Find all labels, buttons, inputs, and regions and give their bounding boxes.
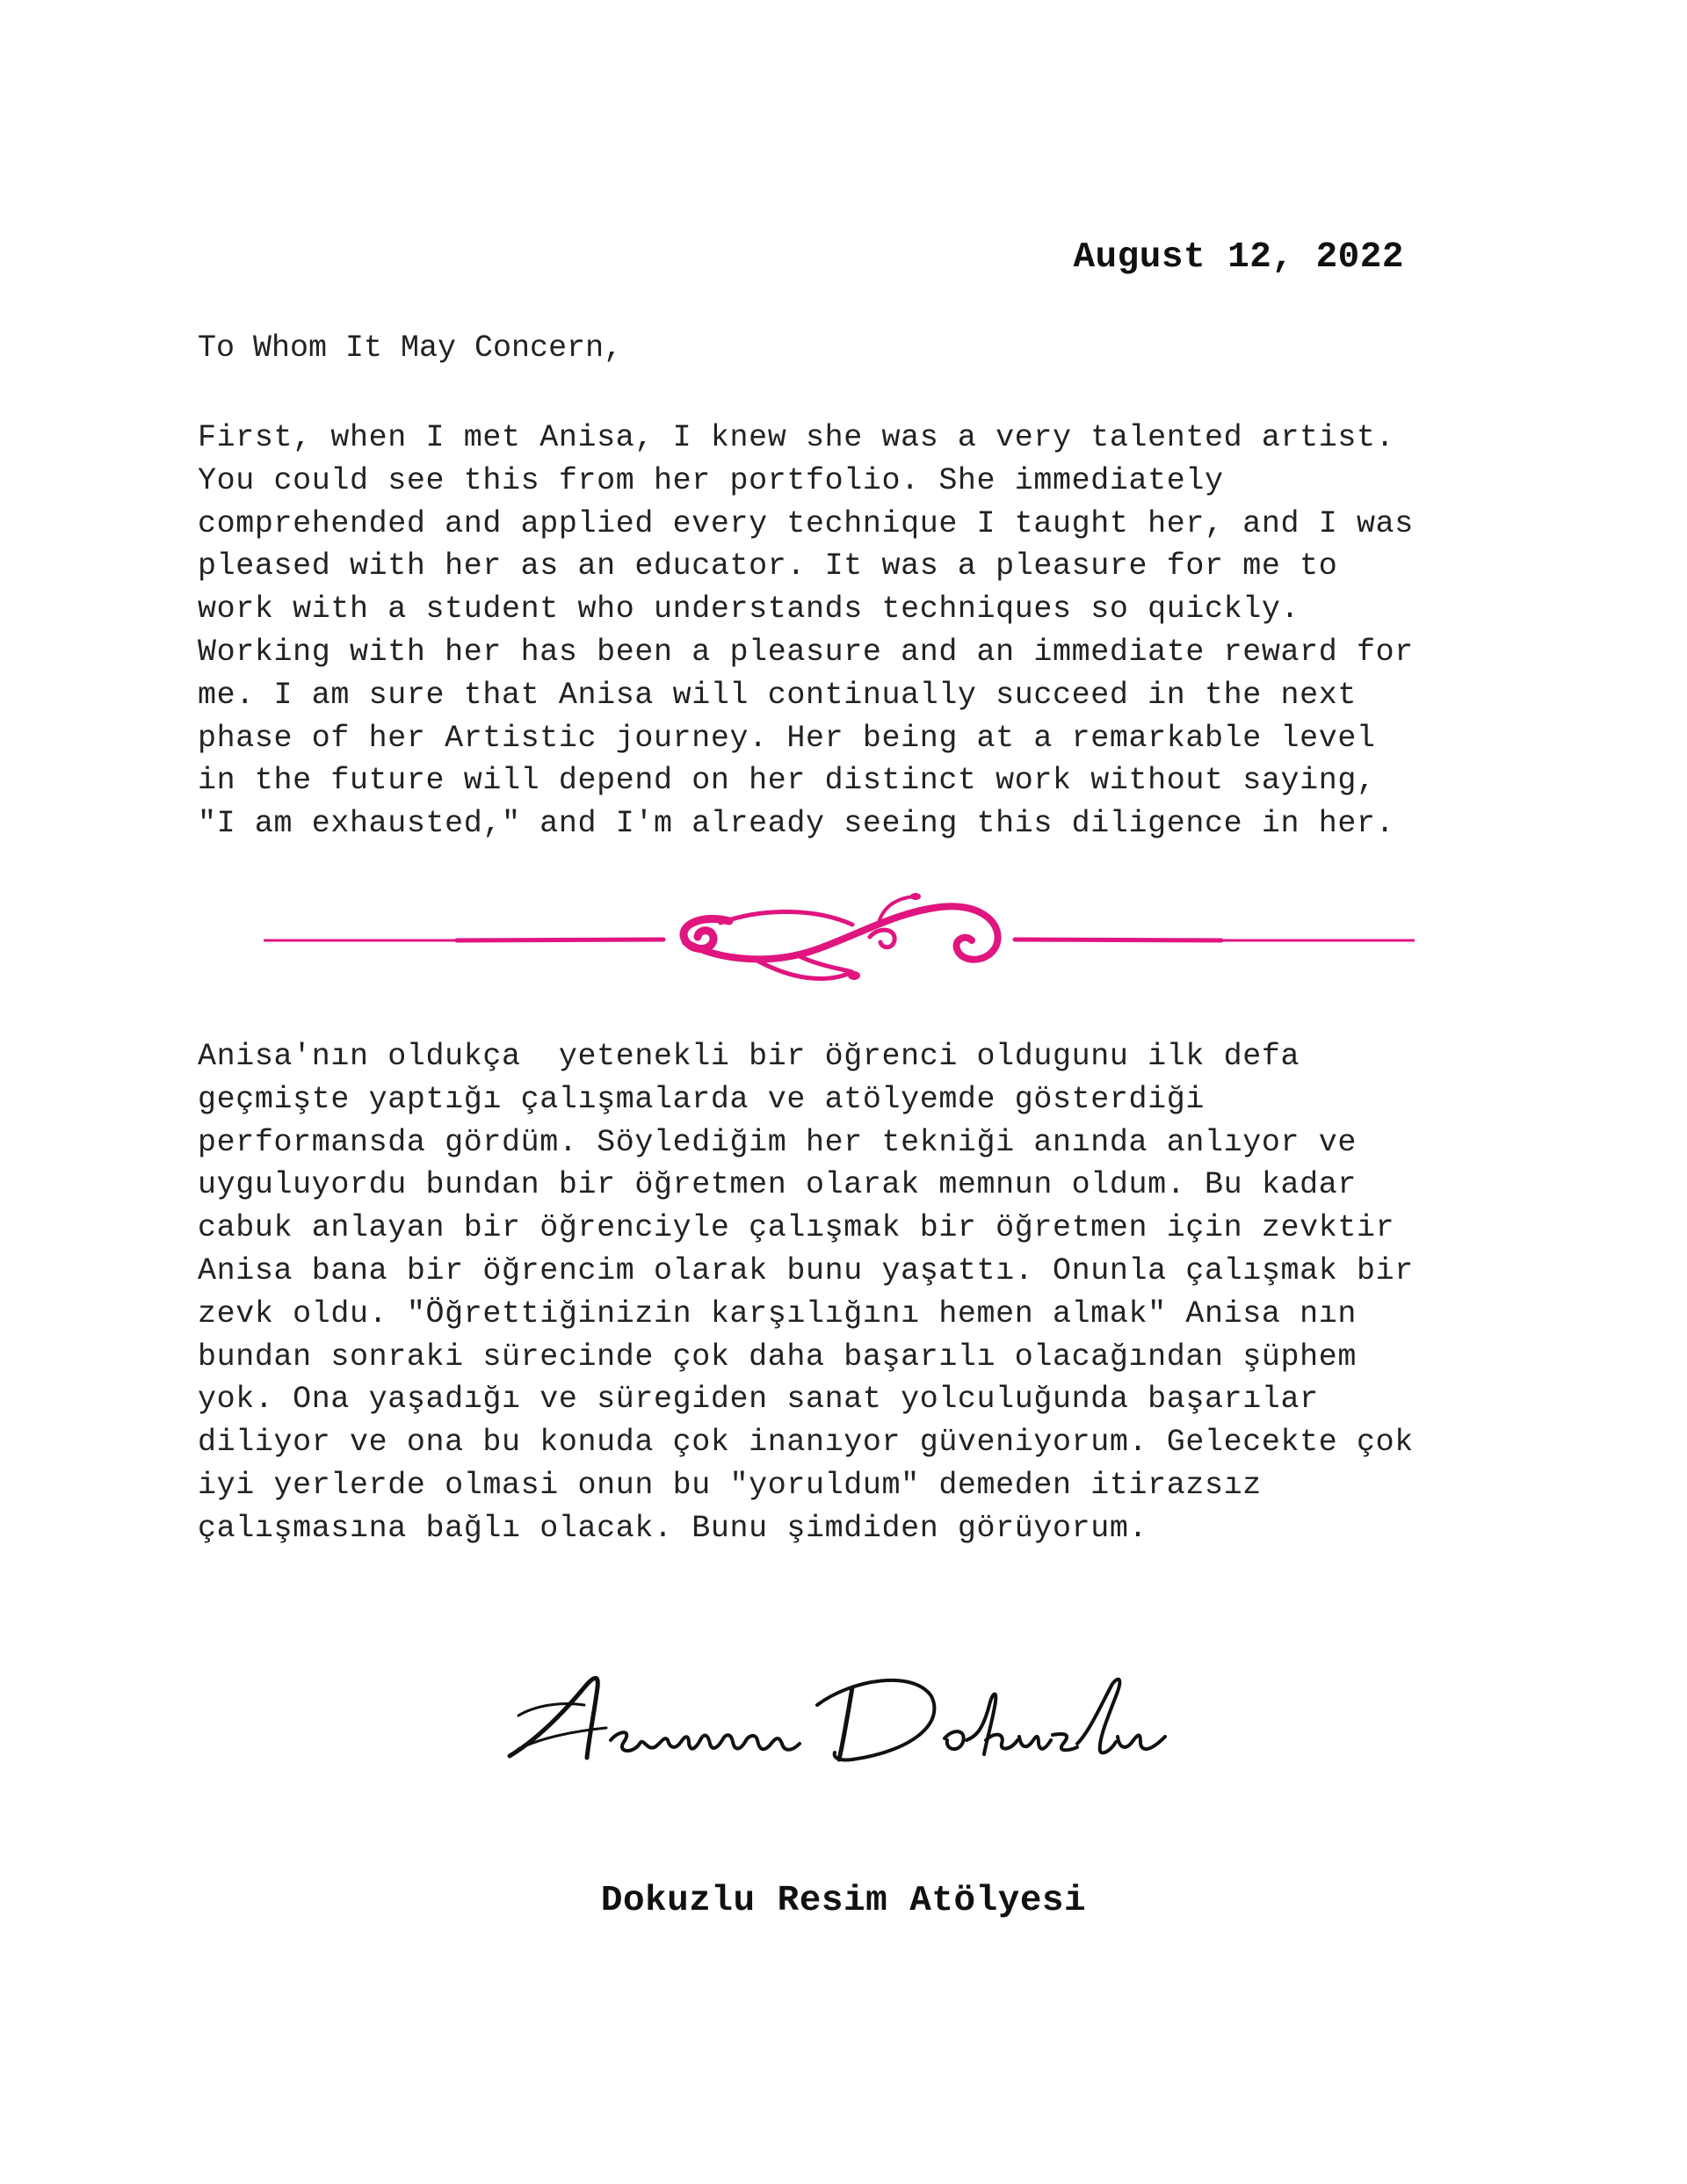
english-line: You could see this from her portfolio. She immediately — [198, 462, 1224, 498]
turkish-paragraph — [198, 1035, 1414, 1550]
turkish-line: uyguluyordu bundan bir öğretmen olarak memnun oldum. Bu kadar — [198, 1167, 1358, 1203]
english-line: phase of her Artistic journey. Her being at a remarkable level — [198, 720, 1376, 756]
turkish-line: performansda gördüm. Söylediğim her tekniği anında anlıyor ve — [198, 1124, 1358, 1160]
english-paragraph — [198, 417, 1414, 845]
english-line: work with a student who understands techniques so quickly. — [198, 591, 1300, 628]
letter-date: August 12, 2022 — [1073, 237, 1404, 278]
english-line: comprehended and applied every technique I taught her, and I was — [198, 505, 1414, 541]
english-line: First, when I met Anisa, I knew she was a very talented artist. — [198, 420, 1395, 455]
turkish-line: cabuk anlayan bir öğrenciyle çalışmak bir öğretmen için zevktir — [198, 1210, 1395, 1246]
turkish-line: diliyor ve ona bu konuda çok inanıyor güveniyorum. Gelecekte çok — [198, 1425, 1414, 1461]
studio-name: Dokuzlu Resim Atölyesi — [600, 1881, 1087, 1921]
english-line: in the future will depend on her distinct work without saying, — [198, 763, 1376, 799]
flourish-divider-icon — [264, 888, 1415, 993]
turkish-line: çalışmasına bağlı olacak. Bunu şimdiden görüyorum. — [198, 1510, 1148, 1546]
english-line: "I am exhausted," and I'm already seeing this diligence in her. — [198, 806, 1395, 842]
turkish-line: Anisa'nın oldukça yetenekli bir öğrenci oldugunu ilk defa — [198, 1039, 1300, 1074]
english-line: me. I am sure that Anisa will continually succeed in the next — [198, 677, 1358, 713]
turkish-line: geçmişte yaptığı çalışmalarda ve atölyemde gösterdiği — [198, 1081, 1206, 1117]
turkish-line: yok. Ona yaşadığı ve süregiden sanat yolculuğunda başarılar — [198, 1382, 1319, 1418]
turkish-line: bundan sonraki sürecinde çok daha başarılı olacağından şüphem — [198, 1339, 1358, 1375]
turkish-line: zevk oldu. "Öğrettiğinizin karşılığını hemen almak" Anisa nın — [198, 1295, 1358, 1331]
english-line: pleased with her as an educator. It was a pleasure for me to — [198, 548, 1338, 584]
handwritten-signature — [501, 1652, 1177, 1775]
english-line: Working with her has been a pleasure and an immediate reward for — [198, 634, 1414, 670]
turkish-line: iyi yerlerde olmasi onun bu "yoruldum" demeden itirazsız — [198, 1467, 1262, 1503]
turkish-line: Anisa bana bir öğrencim olarak bunu yaşattı. Onunla çalışmak bir — [198, 1252, 1414, 1288]
salutation: To Whom It May Concern, — [198, 330, 623, 366]
